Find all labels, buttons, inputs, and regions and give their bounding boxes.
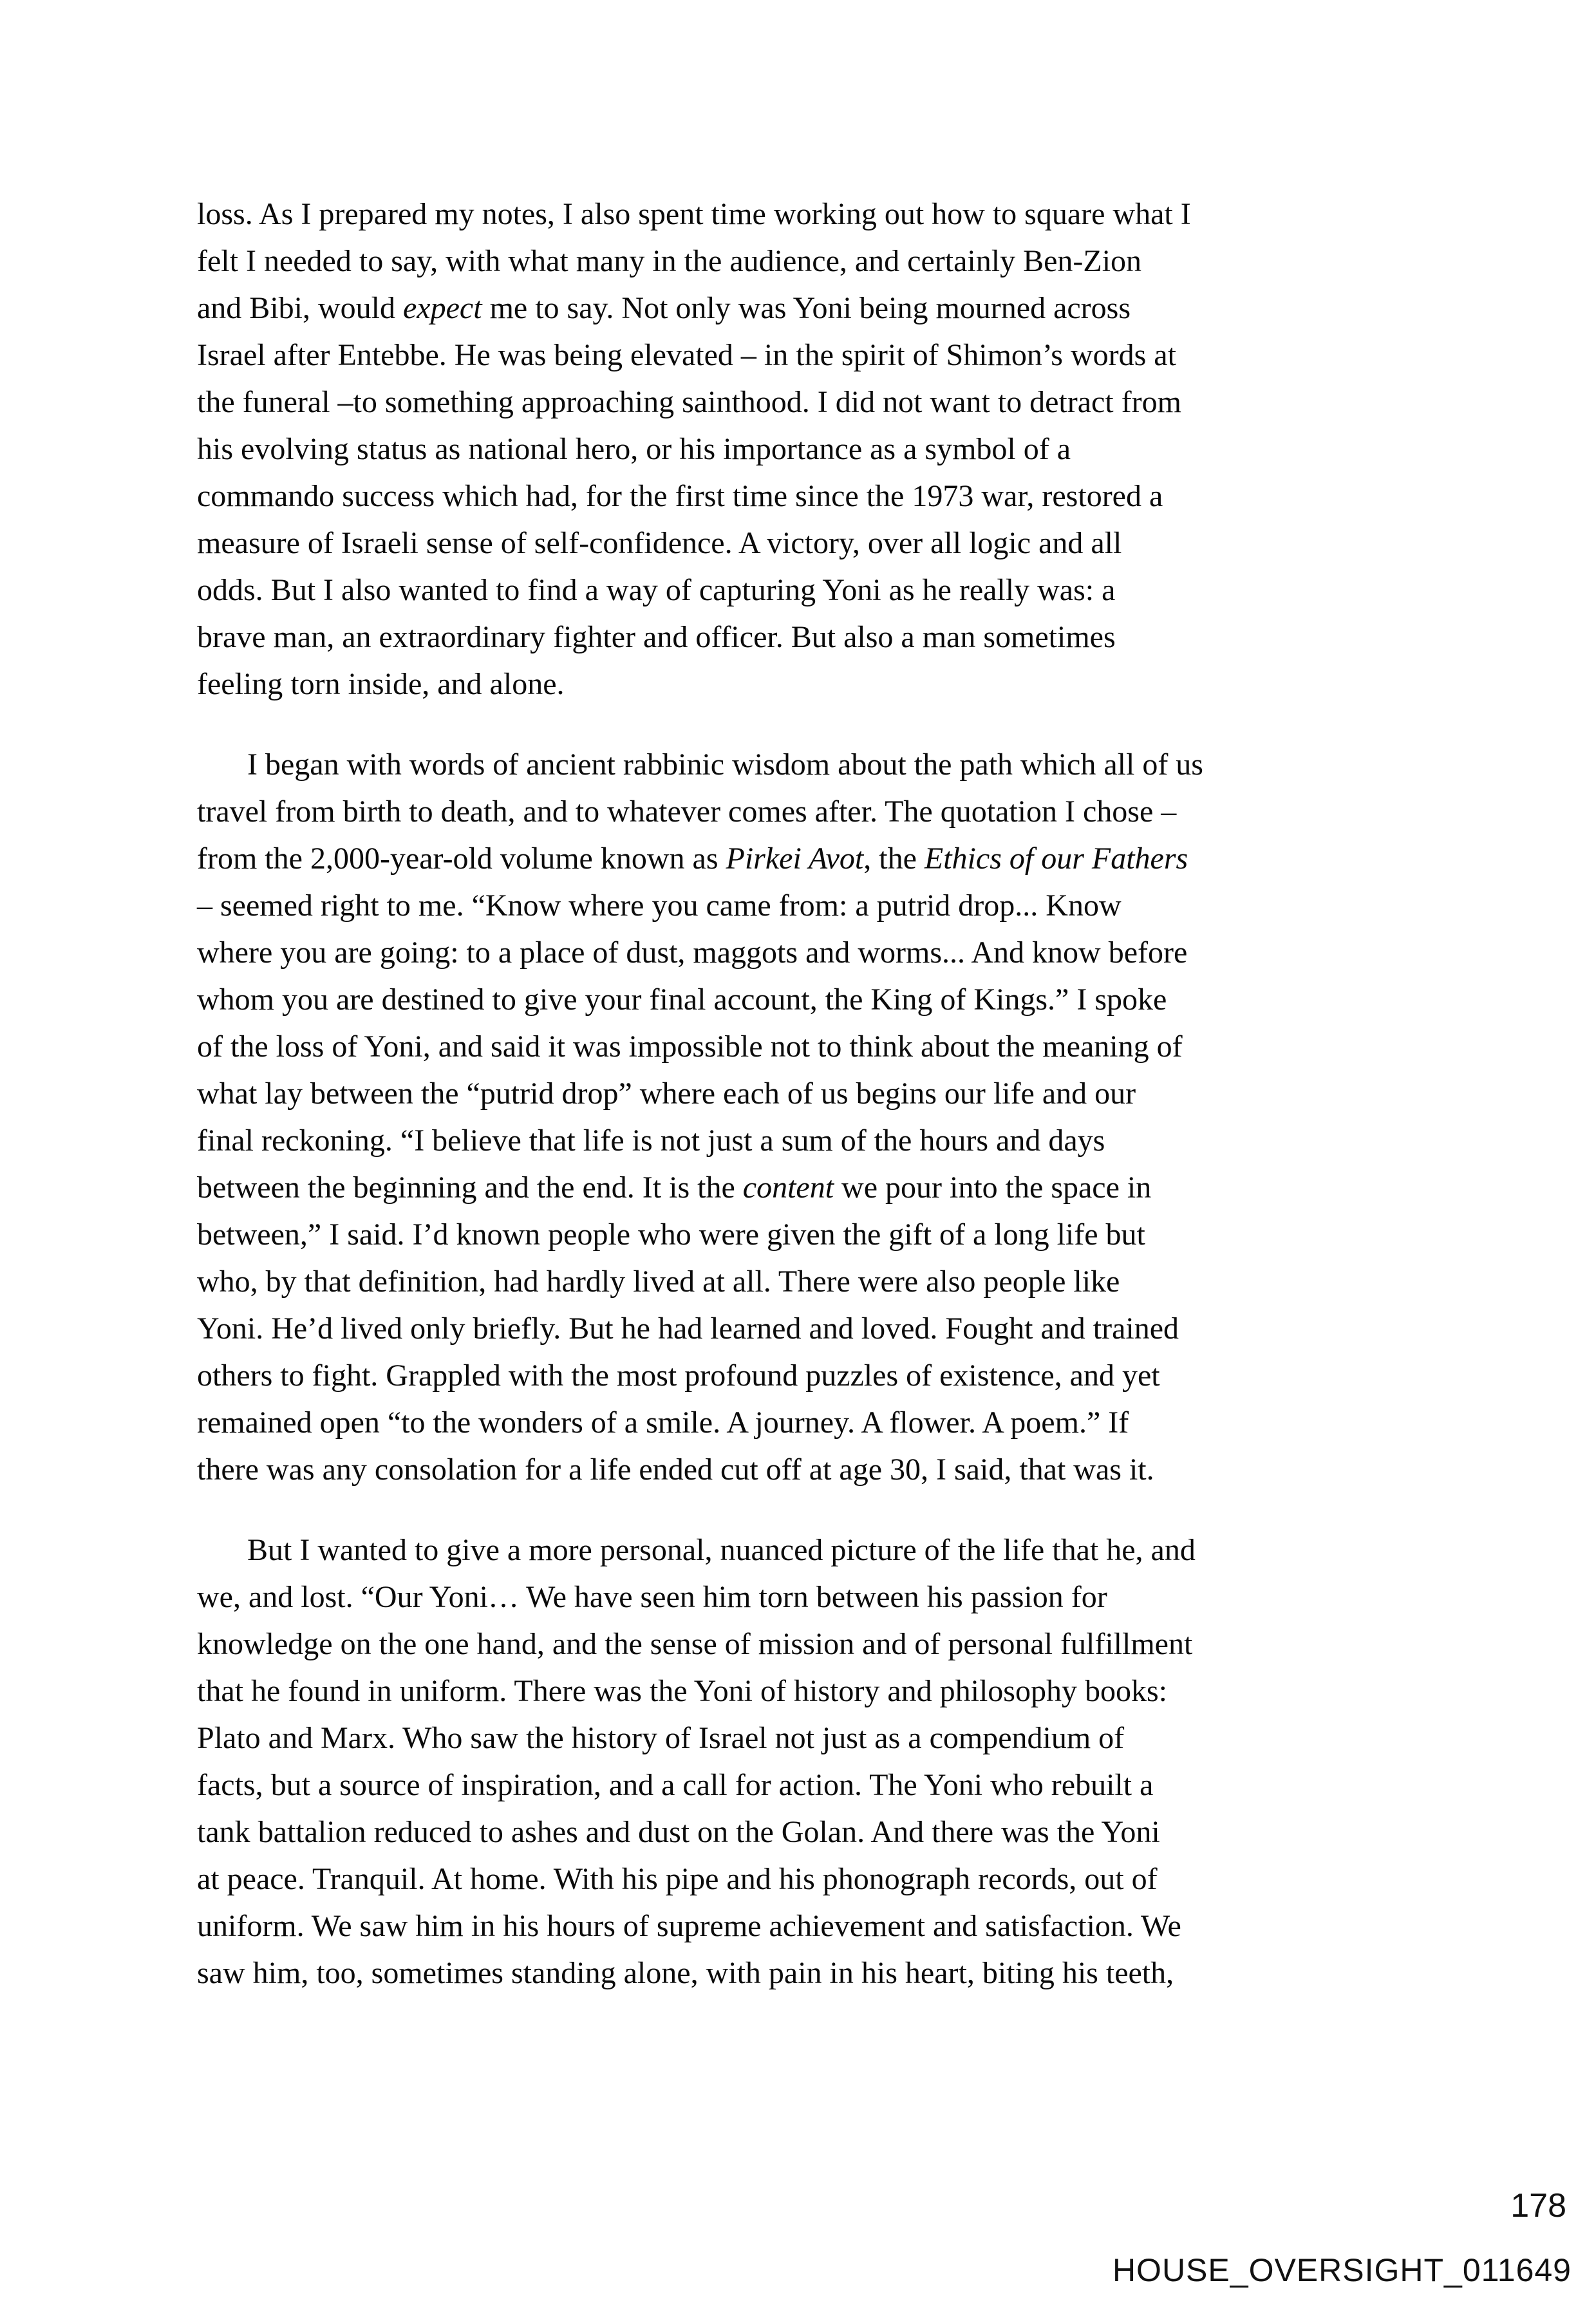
paragraph (197, 1527, 1427, 1997)
paragraph (197, 191, 1427, 708)
text-run: between the beginning and the end. It is the (197, 1170, 743, 1205)
text-run: what lay between the “putrid drop” where each of us begins our life and our (197, 1076, 1136, 1111)
text-line (197, 426, 1427, 473)
text-run: Yoni. He’d lived only briefly. But he had learned and loved. Fought and trained (197, 1311, 1179, 1346)
text-run: who, by that definition, had hardly lived at all. There were also people like (197, 1264, 1120, 1299)
text-line (197, 1762, 1427, 1809)
italic-text-run: Ethics of our Fathers (924, 841, 1188, 876)
text-line (197, 1950, 1427, 1997)
text-run: I began with words of ancient rabbinic wisdom about the path which all of us (247, 747, 1203, 782)
text-line (197, 1117, 1427, 1164)
page-text (197, 191, 1427, 1997)
text-line (197, 1856, 1427, 1903)
text-run: travel from birth to death, and to whatever comes after. The quotation I chose – (197, 794, 1177, 829)
text-run: where you are going: to a place of dust, maggots and worms... And know before (197, 935, 1188, 970)
text-run: we pour into the space in (834, 1170, 1152, 1205)
text-run: measure of Israeli sense of self-confidence. A victory, over all logic and all (197, 526, 1122, 560)
text-line (197, 1305, 1427, 1352)
text-line (197, 1070, 1427, 1117)
text-run: from the 2,000-year-old volume known as (197, 841, 726, 876)
text-line (197, 473, 1427, 520)
text-line (197, 882, 1427, 929)
text-line (197, 1668, 1427, 1715)
text-line (197, 520, 1427, 567)
text-run: at peace. Tranquil. At home. With his pipe and his phonograph records, out of (197, 1862, 1158, 1896)
text-run: odds. But I also wanted to find a way of capturing Yoni as he really was: a (197, 573, 1116, 607)
text-line (197, 1715, 1427, 1762)
text-run: commando success which had, for the first time since the 1973 war, restored a (197, 479, 1163, 513)
text-run: between,” I said. I’d known people who were given the gift of a long life but (197, 1217, 1145, 1252)
text-run: tank battalion reduced to ashes and dust on the Golan. And there was the Yoni (197, 1815, 1160, 1849)
text-line (197, 614, 1427, 661)
text-line (197, 285, 1427, 332)
text-line (197, 1621, 1427, 1668)
page-number: 178 (1510, 2187, 1566, 2224)
text-line (197, 567, 1427, 614)
text-line (197, 1258, 1427, 1305)
text-run: others to fight. Grappled with the most profound puzzles of existence, and yet (197, 1358, 1160, 1393)
text-line (197, 191, 1427, 238)
text-run: me to say. Not only was Yoni being mourned across (482, 291, 1131, 325)
text-line (197, 332, 1427, 379)
text-run: of the loss of Yoni, and said it was impossible not to think about the meaning of (197, 1029, 1183, 1064)
text-line (197, 1211, 1427, 1258)
text-line (197, 741, 1427, 788)
text-run: uniform. We saw him in his hours of supreme achievement and satisfaction. We (197, 1909, 1181, 1943)
text-run: brave man, an extraordinary fighter and officer. But also a man sometimes (197, 620, 1116, 654)
text-run: loss. As I prepared my notes, I also spent time working out how to square what I (197, 197, 1191, 231)
text-run: , the (863, 841, 925, 876)
text-run: Plato and Marx. Who saw the history of Israel not just as a compendium of (197, 1721, 1125, 1755)
text-line (197, 929, 1427, 976)
text-line (197, 1809, 1427, 1856)
text-run: – seemed right to me. “Know where you came from: a putrid drop... Know (197, 888, 1122, 923)
text-run: his evolving status as national hero, or his importance as a symbol of a (197, 432, 1071, 466)
text-line (197, 379, 1427, 426)
bates-stamp: HOUSE_OVERSIGHT_011649 (1112, 2252, 1572, 2288)
text-run: felt I needed to say, with what many in the audience, and certainly Ben-Zion (197, 244, 1142, 278)
text-line (197, 1399, 1427, 1446)
italic-text-run: content (742, 1170, 834, 1205)
text-run: knowledge on the one hand, and the sense of mission and of personal fulfillment (197, 1627, 1193, 1661)
paragraph (197, 741, 1427, 1493)
text-run: and Bibi, would (197, 291, 403, 325)
text-line (197, 1574, 1427, 1621)
text-run: we, and lost. “Our Yoni… We have seen him torn between his passion for (197, 1580, 1107, 1614)
text-run: the funeral –to something approaching sainthood. I did not want to detract from (197, 385, 1181, 419)
italic-text-run: expect (403, 291, 482, 325)
text-line (197, 1164, 1427, 1211)
text-run: whom you are destined to give your final account, the King of Kings.” I spoke (197, 982, 1167, 1017)
text-line (197, 835, 1427, 882)
text-line (197, 1352, 1427, 1399)
text-run: Israel after Entebbe. He was being elevated – in the spirit of Shimon’s words at (197, 338, 1176, 372)
text-line (197, 976, 1427, 1023)
text-line (197, 1527, 1427, 1574)
text-run: final reckoning. “I believe that life is not just a sum of the hours and days (197, 1123, 1105, 1158)
text-line (197, 238, 1427, 285)
text-run: But I wanted to give a more personal, nuanced picture of the life that he, and (247, 1533, 1196, 1567)
text-line (197, 788, 1427, 835)
text-run: feeling torn inside, and alone. (197, 667, 565, 701)
text-line (197, 661, 1427, 708)
text-run: facts, but a source of inspiration, and a call for action. The Yoni who rebuilt a (197, 1768, 1154, 1802)
text-line (197, 1023, 1427, 1070)
text-run: remained open “to the wonders of a smile. A journey. A flower. A poem.” If (197, 1405, 1129, 1440)
text-run: that he found in uniform. There was the Yoni of history and philosophy books: (197, 1674, 1167, 1708)
text-line (197, 1446, 1427, 1493)
text-run: there was any consolation for a life ended cut off at age 30, I said, that was it. (197, 1452, 1154, 1487)
italic-text-run: Pirkei Avot (726, 841, 864, 876)
text-run: saw him, too, sometimes standing alone, with pain in his heart, biting his teeth, (197, 1956, 1174, 1990)
text-line (197, 1903, 1427, 1950)
